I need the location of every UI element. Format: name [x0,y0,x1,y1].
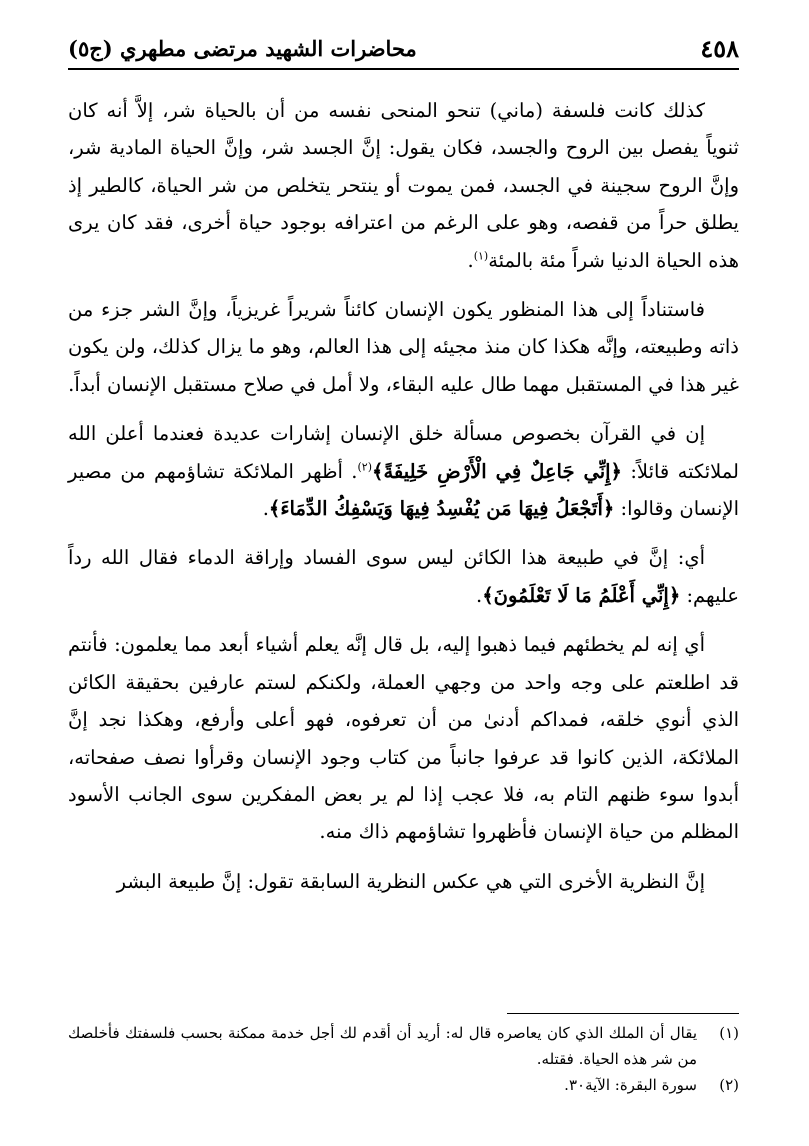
paragraph-6 [68,863,739,900]
paragraph-6-text: إنَّ النظرية الأخرى التي هي عكس النظرية السابقة تقول: إنَّ طبيعة البشر [116,869,705,893]
body-text [68,92,739,912]
footnote-ref-2[interactable]: (٢) [357,460,373,474]
paragraph-4 [68,539,739,614]
footnote-1-text: يقال أن الملك الذي كان يعاصره قال له: أريد أن أقدم لك أجل خدمة ممكنة بحسب فلسفتك فأخلصك من شر هذه الحياة. فقتله. [68,1024,697,1068]
paragraph-1 [68,92,739,279]
footnotes [68,1020,739,1098]
paragraph-5 [68,626,739,850]
page-header [68,28,739,70]
paragraph-4-end: . [476,583,483,607]
paragraph-1-text: كذلك كانت فلسفة (ماني) تنحو المنحى نفسه من أن بالحياة شر، إلاَّ أنه كان ثنوياً يفصل بين الروح والجسد، فكان يقول: إنَّ الجسد شر، وإنَّ الحياة المادية شر، وإنَّ الروح سجينة في الجسد، فمن يموت أو ينتحر يتخلص من شر الحياة، كالطير إذ يطلق حراً من قفصه، وهو على الرغم من اعترافه بوجود حياة أخرى، فقد كان يرى هذه الحياة الدنيا شراً مئة بالمئة [68,99,739,272]
footnote-divider [507,1013,739,1014]
paragraph-3-text-b: . أظهر الملائكة تشاؤمهم من مصير الإنسان وقالوا: [68,459,739,521]
paragraph-3 [68,415,739,527]
running-title: محاضرات الشهيد مرتضى مطهري (ج٥) [68,35,417,61]
paragraph-4-text-a: أي: إنَّ في طبيعة هذا الكائن ليس سوى الفساد وإراقة الدماء فقال الله رداً عليهم: [68,546,739,607]
footnote-1 [68,1020,739,1072]
page-number: ٤٥٨ [700,33,739,63]
footnote-2 [68,1072,739,1098]
paragraph-3-text-a: إن في القرآن بخصوص مسألة خلق الإنسان إشارات عديدة فعندما أعلن الله لملائكته قائلاً: [68,422,740,483]
paragraph-1-end: . [467,248,474,272]
paragraph-3-end: . [262,497,269,521]
footnote-ref-1[interactable]: (١) [473,249,489,263]
quran-verse-2: ﴿أَتَجْعَلُ فِيهَا مَن يُفْسِدُ فِيهَا وَيَسْفِكُ الدِّمَاءَ﴾ [268,497,615,521]
quran-verse-3: ﴿إِنِّي أَعْلَمُ مَا لَا تَعْلَمُونَ﴾ [482,583,681,607]
paragraph-2-text: فاستناداً إلى هذا المنظور يكون الإنسان كائناً شريراً غريزياً، وإنَّ الشر جزء من ذاته وطبيعته، وإنَّه هكذا كان منذ مجيئه إلى هذا العالم، وهو ما يزال كذلك، ولن يكون غير هذا في المستقبل مهما طال عليه البقاء، ولا أمل في صلاح مستقبل الإنسان أبداً. [68,298,739,396]
paragraph-2 [68,291,739,403]
footnote-2-number: (٢) [719,1076,739,1094]
footnote-1-number: (١) [719,1024,739,1042]
quran-verse-1: ﴿إِنِّي جَاعِلٌ فِي الْأَرْضِ خَلِيفَةً﴾ [372,459,622,483]
footnote-2-text: سورة البقرة: الآية٣٠. [564,1076,697,1094]
paragraph-5-text: أي إنه لم يخطئهم فيما ذهبوا إليه، بل قال إنَّه يعلم أشياء أبعد مما يعلمون: فأنتم قد اطلعتم على وجه واحد من وجهي العملة، ولكنكم لستم عارفين بحقيقة الكائن الذي أنوي خلقه، فمداكم أدنىٰ من أن تعرفوه، فهو أعلى وأرفع، وهكذا نجد إنَّ الملائكة، الذين كانوا قد عرفوا جانباً من كتاب وجود الإنسان وقرأوا نصف صفحاته، أبدوا سوء ظنهم التام به، فلا عجب إذا لم ير بعض المفكرين سوى الجانب الأسود المظلم من حياة الإنسان فأظهروا تشاؤمهم ذاك منه. [68,633,739,844]
